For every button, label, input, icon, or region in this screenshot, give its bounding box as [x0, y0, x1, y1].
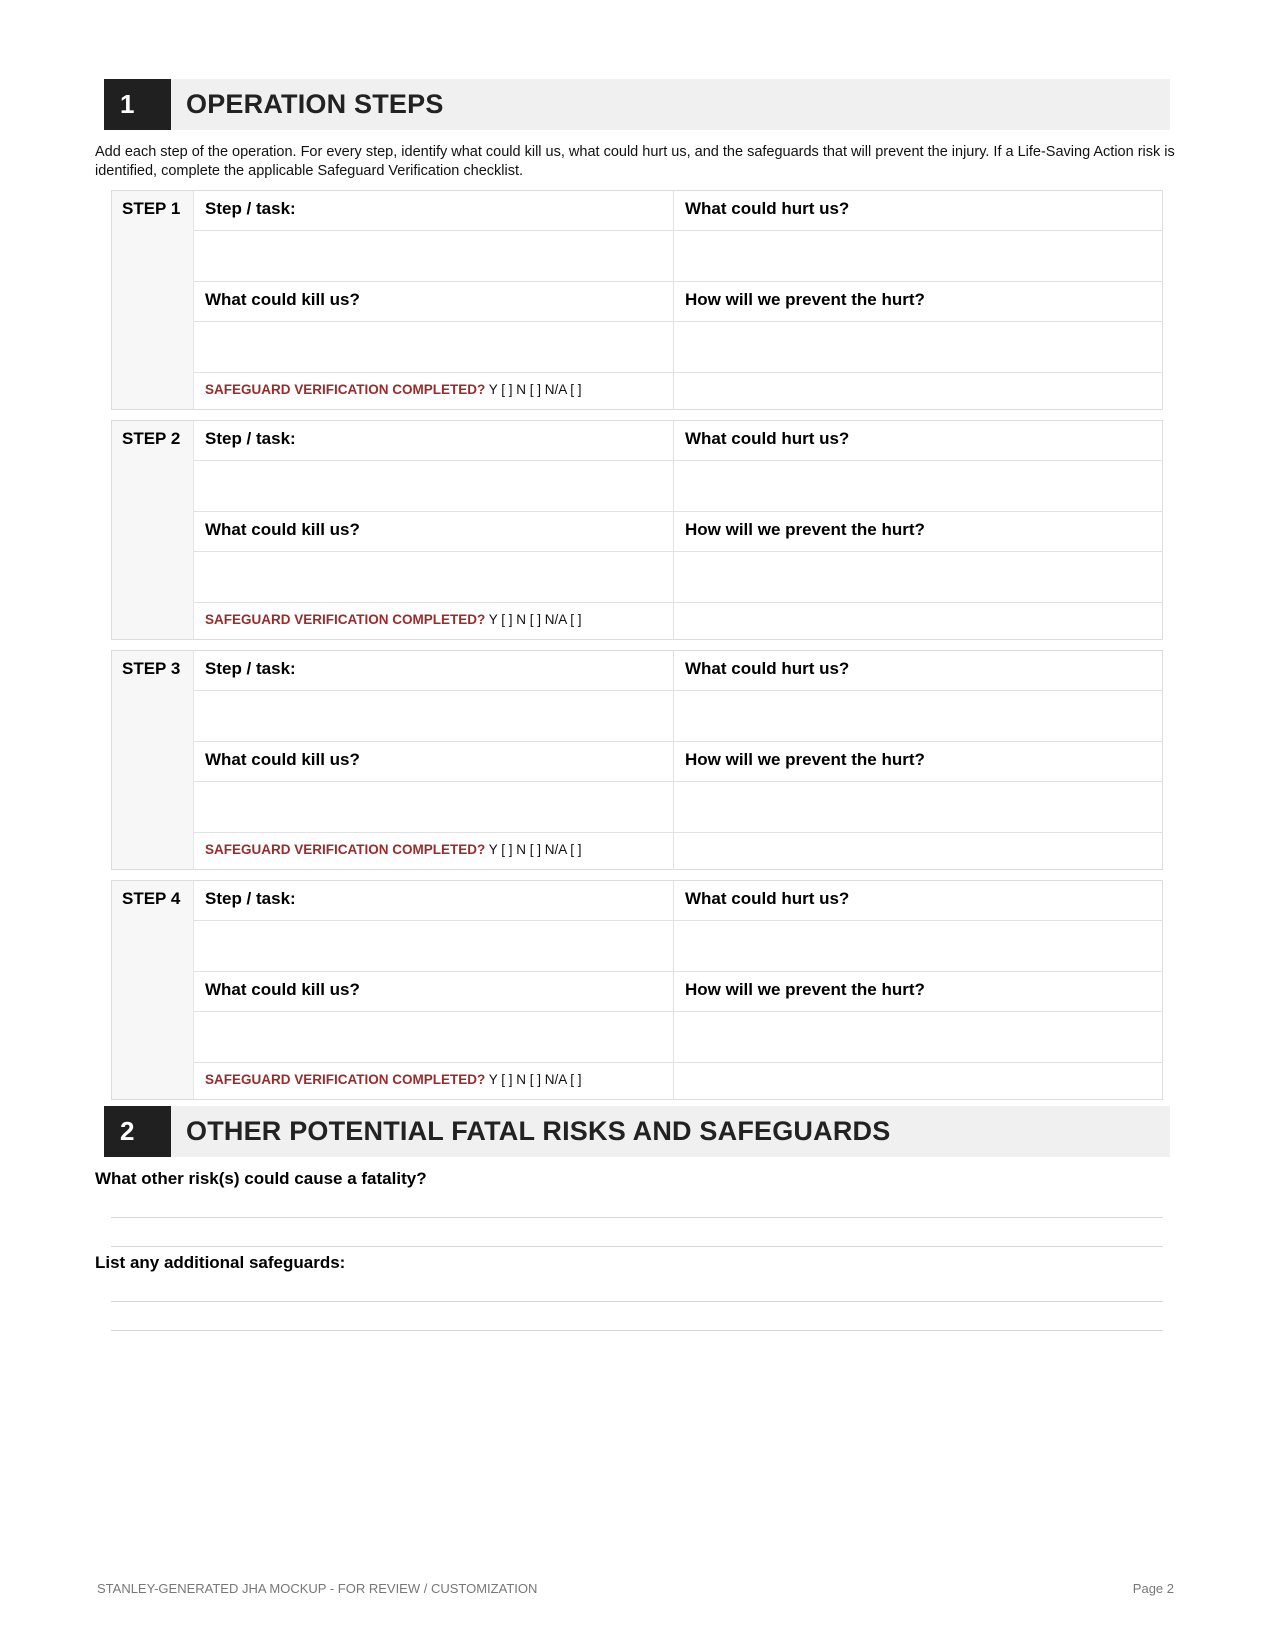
task-header-cell	[194, 881, 674, 921]
section-1-number: 1	[104, 79, 171, 130]
task-header-cell	[194, 191, 674, 231]
kill-header-cell	[194, 282, 674, 322]
step-block-4	[111, 880, 1163, 1100]
prevent-label: How will we prevent the hurt?	[685, 290, 925, 309]
kill-label: What could kill us?	[205, 520, 360, 539]
answer-line[interactable]	[111, 1330, 1163, 1331]
task-label: Step / task:	[205, 199, 296, 218]
answer-line[interactable]	[111, 1217, 1163, 1218]
verify-text	[205, 382, 582, 397]
verify-empty-cell	[674, 373, 1162, 410]
step-block-2	[111, 420, 1163, 640]
hurt-header-cell	[674, 881, 1162, 921]
kill-input-field[interactable]	[194, 782, 674, 833]
hurt-input-field[interactable]	[674, 231, 1162, 282]
task-input-field[interactable]	[194, 921, 674, 972]
step-label: STEP 3	[122, 659, 181, 678]
verify-empty-cell	[674, 1063, 1162, 1100]
kill-header-cell	[194, 742, 674, 782]
verify-options[interactable]: Y [ ] N [ ] N/A [ ]	[488, 612, 582, 627]
task-header-cell	[194, 421, 674, 461]
hurt-label: What could hurt us?	[685, 199, 850, 218]
task-label: Step / task:	[205, 889, 296, 908]
prevent-label: How will we prevent the hurt?	[685, 520, 925, 539]
task-header-cell	[194, 651, 674, 691]
step-label: STEP 2	[122, 429, 181, 448]
prevent-input-field[interactable]	[674, 552, 1162, 603]
task-input-field[interactable]	[194, 231, 674, 282]
verify-cell[interactable]	[194, 833, 674, 870]
task-label: Step / task:	[205, 659, 296, 678]
step-grid	[194, 651, 1162, 869]
kill-input-field[interactable]	[194, 1012, 674, 1063]
section-2-header	[104, 1106, 1170, 1157]
step-grid	[194, 881, 1162, 1099]
step-label: STEP 1	[122, 199, 181, 218]
kill-label: What could kill us?	[205, 980, 360, 999]
kill-input-field[interactable]	[194, 552, 674, 603]
verify-text	[205, 842, 582, 857]
verify-label: SAFEGUARD VERIFICATION COMPLETED?	[205, 842, 486, 857]
kill-label: What could kill us?	[205, 290, 360, 309]
hurt-label: What could hurt us?	[685, 429, 850, 448]
footer-note: STANLEY-GENERATED JHA MOCKUP - FOR REVIEW / CUSTOMIZATION	[97, 1581, 538, 1596]
verify-options[interactable]: Y [ ] N [ ] N/A [ ]	[488, 1072, 582, 1087]
hurt-label: What could hurt us?	[685, 889, 850, 908]
hurt-input-field[interactable]	[674, 691, 1162, 742]
step-label-column	[112, 191, 194, 409]
answer-line[interactable]	[111, 1246, 1163, 1247]
section-1-title: OPERATION STEPS	[186, 89, 444, 119]
step-block-3	[111, 650, 1163, 870]
verify-empty-cell	[674, 603, 1162, 640]
step-grid	[194, 191, 1162, 409]
verify-label: SAFEGUARD VERIFICATION COMPLETED?	[205, 1072, 486, 1087]
hurt-header-cell	[674, 191, 1162, 231]
verify-options[interactable]: Y [ ] N [ ] N/A [ ]	[488, 842, 582, 857]
step-block-1	[111, 190, 1163, 410]
fatal-risk-question: What other risk(s) could cause a fatality?	[95, 1169, 427, 1188]
section-1-intro: Add each step of the operation. For every step, identify what could kill us, what could hurt us, and the safeguards that will prevent the injury. If a Life-Saving Action risk is identified, complete the applicable Safeguard Verification checklist.	[95, 144, 1175, 179]
verify-cell[interactable]	[194, 603, 674, 640]
step-label-column	[112, 651, 194, 869]
prevent-header-cell	[674, 972, 1162, 1012]
hurt-header-cell	[674, 421, 1162, 461]
task-input-field[interactable]	[194, 461, 674, 512]
verify-label: SAFEGUARD VERIFICATION COMPLETED?	[205, 612, 486, 627]
verify-options[interactable]: Y [ ] N [ ] N/A [ ]	[488, 382, 582, 397]
verify-empty-cell	[674, 833, 1162, 870]
step-label: STEP 4	[122, 889, 181, 908]
prevent-input-field[interactable]	[674, 322, 1162, 373]
kill-label: What could kill us?	[205, 750, 360, 769]
section-2-number: 2	[104, 1106, 171, 1157]
hurt-header-cell	[674, 651, 1162, 691]
task-input-field[interactable]	[194, 691, 674, 742]
task-label: Step / task:	[205, 429, 296, 448]
kill-header-cell	[194, 972, 674, 1012]
kill-input-field[interactable]	[194, 322, 674, 373]
verify-cell[interactable]	[194, 1063, 674, 1100]
verify-cell[interactable]	[194, 373, 674, 410]
step-label-column	[112, 421, 194, 639]
hurt-label: What could hurt us?	[685, 659, 850, 678]
answer-line[interactable]	[111, 1301, 1163, 1302]
verify-text	[205, 612, 582, 627]
section-1-header	[104, 79, 1170, 130]
prevent-header-cell	[674, 512, 1162, 552]
verify-label: SAFEGUARD VERIFICATION COMPLETED?	[205, 382, 486, 397]
prevent-input-field[interactable]	[674, 1012, 1162, 1063]
hurt-input-field[interactable]	[674, 461, 1162, 512]
safeguards-question: List any additional safeguards:	[95, 1253, 346, 1272]
step-label-column	[112, 881, 194, 1099]
kill-header-cell	[194, 512, 674, 552]
hurt-input-field[interactable]	[674, 921, 1162, 972]
prevent-header-cell	[674, 742, 1162, 782]
prevent-input-field[interactable]	[674, 782, 1162, 833]
verify-text	[205, 1072, 582, 1087]
step-grid	[194, 421, 1162, 639]
prevent-label: How will we prevent the hurt?	[685, 980, 925, 999]
prevent-label: How will we prevent the hurt?	[685, 750, 925, 769]
page-number: Page 2	[1132, 1581, 1174, 1596]
section-2-title: OTHER POTENTIAL FATAL RISKS AND SAFEGUARDS	[186, 1116, 891, 1146]
prevent-header-cell	[674, 282, 1162, 322]
